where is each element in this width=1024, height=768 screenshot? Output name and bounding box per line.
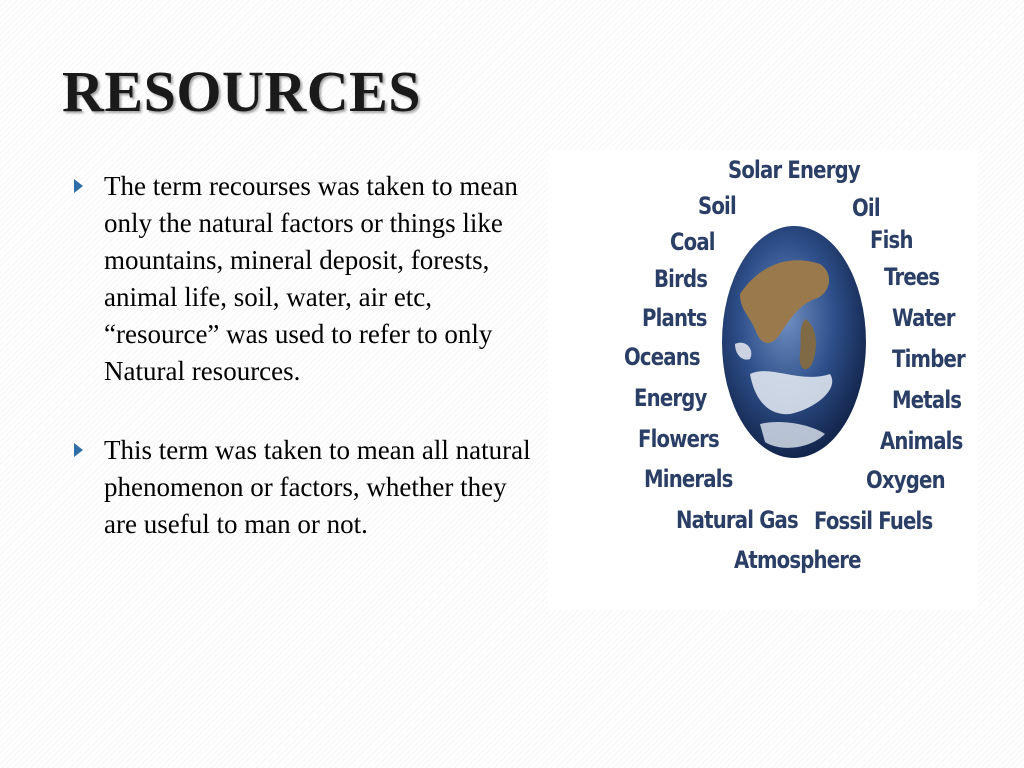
bullet-list [74, 168, 544, 585]
label-oil: Oil [852, 194, 880, 222]
label-flowers: Flowers [638, 425, 719, 453]
label-oceans: Oceans [624, 343, 700, 371]
label-trees: Trees [884, 263, 940, 291]
label-oxygen: Oxygen [866, 466, 945, 494]
bullet-item [74, 432, 544, 543]
slide-title: RESOURCES [62, 59, 422, 124]
label-soil: Soil [698, 192, 736, 220]
earth-globe-icon [720, 224, 868, 460]
bullet-arrow-icon [74, 179, 83, 193]
earth-resources-illustration [548, 150, 978, 610]
label-plants: Plants [642, 304, 707, 332]
bullet-text: The term recourses was taken to mean only the natural factors or things like mountains, mineral deposit, forests, animal life, soil, water, air etc, “resource” was used to refer to only Natural resources. [104, 171, 518, 386]
label-fish: Fish [870, 226, 913, 254]
label-coal: Coal [670, 228, 715, 256]
label-solar-energy: Solar Energy [728, 156, 860, 184]
label-minerals: Minerals [644, 465, 733, 493]
bullet-arrow-icon [74, 443, 83, 457]
label-natural-gas: Natural Gas [676, 506, 798, 534]
bullet-item [74, 168, 544, 390]
label-animals: Animals [880, 427, 963, 455]
label-birds: Birds [654, 265, 708, 293]
label-water: Water [892, 304, 955, 332]
label-fossil-fuels: Fossil Fuels [814, 507, 933, 535]
label-energy: Energy [634, 384, 707, 412]
label-timber: Timber [892, 345, 965, 373]
label-metals: Metals [892, 386, 962, 414]
label-atmosphere: Atmosphere [734, 546, 861, 574]
bullet-text: This term was taken to mean all natural phenomenon or factors, whether they are useful to man or not. [104, 435, 531, 539]
